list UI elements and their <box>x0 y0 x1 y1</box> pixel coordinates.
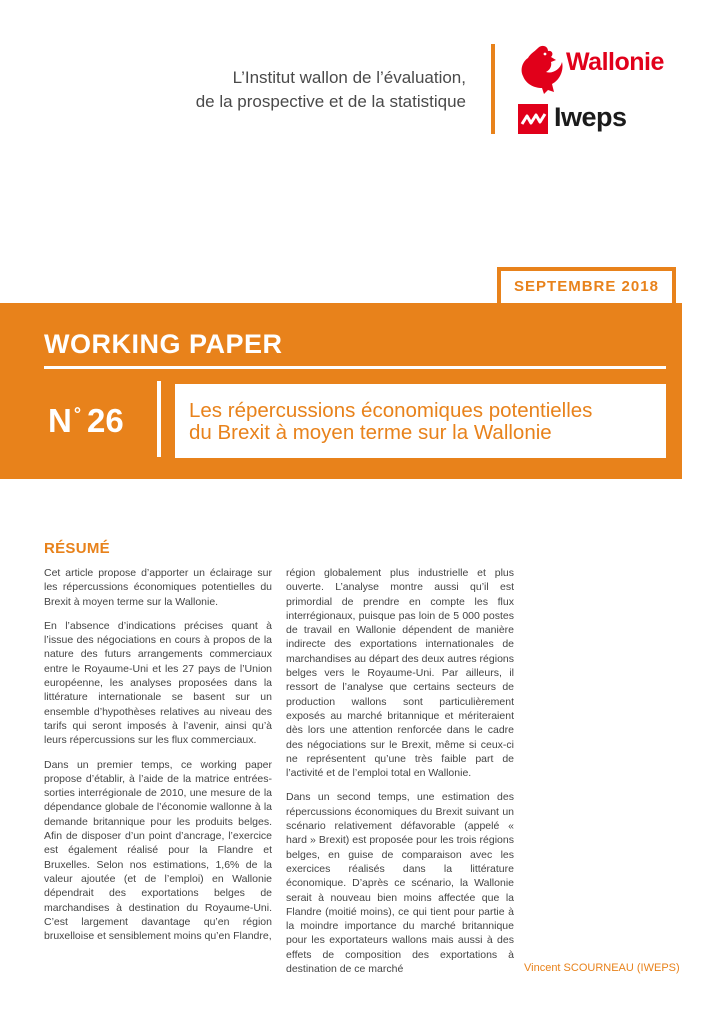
paragraph: Cet article propose d’apporter un éclairage sur les répercussions économiques potentielles du Brexit à moyen terme sur la Wallonie. <box>44 567 272 608</box>
institute-line-2: de la prospective et de la statistique <box>195 92 466 111</box>
series-title: WORKING PAPER <box>44 329 283 359</box>
resume-heading: RÉSUMÉ <box>44 540 110 557</box>
paragraph: En l’absence d’indications précises quant à l’issue des négociations en cours à propos de la nature des futurs arrangements commerciaux entre le Royaume-Uni et les 27 pays de l’Union européenne, les analyses proposées dans la littérature internationale se basent sur un ensemble d’hypothèses relatives au niveau des tarifs qui seront imposés à l’avenir, ainsi qu’à leurs répercussions sur les flux commerciaux. <box>44 619 272 747</box>
band-rule <box>44 366 666 369</box>
paragraph: Dans un second temps, une estimation des répercussions économiques du Brexit suivant un scénario relativement défavorable (appelé « hard » Brexit) est proposée pour les trois régions belges, en guise de comparaison avec les exercices réalisés dans la littérature économique. D’après ce scénario, la Wallonie serait à nouveau bien moins affectée que la Flandre (moitié moins), ce qui tient pour partie à la moindre importance du marché britannique pour les exportateurs wallons mais aussi à des effets de composition des exportations à destination de ce marché <box>286 791 514 976</box>
number-divider <box>157 381 161 457</box>
publication-date: SEPTEMBRE 2018 <box>514 278 659 295</box>
paper-title-line-2: du Brexit à moyen terme sur la Wallonie <box>189 421 552 444</box>
paper-number <box>48 402 124 440</box>
wallonie-wordmark: Wallonie <box>566 48 664 76</box>
number-prefix: N <box>48 402 72 439</box>
iweps-mark-icon <box>518 104 548 134</box>
author-name: Vincent SCOURNEAU (IWEPS) <box>524 962 680 974</box>
paragraph: région globalement plus industrielle et plus ouverte. L’analyse montre aussi qu’il est primordial de prendre en compte les flux interrégionaux, puisque pas loin de 5 000 postes de travail en Wallonie dépendent de manière indirecte des exportations internationales de marchandises au départ des deux autres régions belges vers le Royaume-Uni. Par ailleurs, il ressort de l’analyse que certains secteurs de production wallons sont particulièrement exposés au marché britannique et mériteraient dès lors une attention renforcée dans le cadre des négociations sur le Brexit, même si ceux-ci ne représentent qu’une très faible part de l’activité et de l’emploi total en Wallonie. <box>286 567 514 780</box>
paragraph: Dans un premier temps, ce working paper propose d’établir, à l’aide de la matrice entrées-sorties interrégionale de 2010, une mesure de la dépendance globale de l’économie wallonne à la demande britannique pour les produits belges. Afin de disposer d’un point d’ancrage, l’exercice est également réalisé pour la Flandre et Bruxelles. Selon nos estimations, 1,6% de la valeur ajoutée (et de l’emploi) en Wallonie dépendrait des exportations belges de marchandises à destination du Royaume-Uni. C’est largement davantage qu’en région bruxelloise et sensiblement moins qu’en Flandre, <box>44 758 272 943</box>
number-degree: ° <box>73 404 82 424</box>
iweps-logo <box>518 102 688 136</box>
number-value: 26 <box>87 402 124 439</box>
wallonie-logo <box>518 44 688 98</box>
institute-line-1: L’Institut wallon de l’évaluation, <box>232 68 466 87</box>
resume-column-1 <box>44 566 272 953</box>
header-divider <box>491 44 495 134</box>
iweps-wordmark: Iweps <box>554 102 627 132</box>
paper-title-line-1: Les répercussions économiques potentielles <box>189 399 593 422</box>
institute-name <box>196 66 466 114</box>
paper-title-box <box>175 384 666 458</box>
date-tab <box>497 267 676 303</box>
resume-column-2 <box>286 566 514 986</box>
rooster-icon <box>518 44 564 96</box>
